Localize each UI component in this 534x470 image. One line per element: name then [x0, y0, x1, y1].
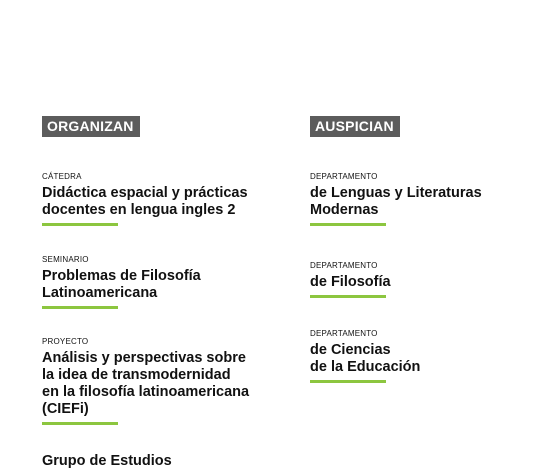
organizan-column [42, 116, 292, 469]
entry-kicker: CÁTEDRA [42, 172, 82, 181]
title-line: Análisis y perspectivas sobre [42, 350, 246, 366]
auspician-column [310, 116, 520, 375]
entry-kicker: DEPARTAMENTO [310, 329, 378, 338]
entry-title [42, 268, 201, 302]
entry-title [42, 185, 248, 219]
title-line: (CIEFi) [42, 401, 89, 417]
title-line: de Lenguas y Literaturas [310, 185, 482, 201]
title-line: Didáctica espacial y prácticas [42, 185, 248, 201]
title-line: docentes en lengua ingles 2 [42, 202, 236, 218]
accent-underline [42, 223, 118, 226]
entry-kicker: SEMINARIO [42, 255, 89, 264]
entry-kicker: PROYECTO [42, 337, 89, 346]
entry-kicker: DEPARTAMENTO [310, 261, 378, 270]
entry-grupo [42, 450, 172, 470]
entry-title [310, 342, 420, 376]
title-line: Modernas [310, 202, 379, 218]
entry-proyecto [42, 337, 249, 425]
entry-title [310, 185, 482, 219]
title-line: de la Educación [310, 359, 421, 375]
organizan-heading: ORGANIZAN [42, 116, 140, 137]
entry-title [42, 350, 249, 418]
title-line: de Filosofía [310, 274, 391, 290]
title-line: Latinoamericana [42, 285, 158, 301]
title-line: Problemas de Filosofía [42, 268, 201, 284]
entry-dep-lenguas [310, 172, 482, 226]
entry-dep-ciencias [310, 329, 420, 383]
accent-underline [310, 380, 386, 383]
accent-underline [310, 295, 386, 298]
entry-seminario [42, 255, 201, 309]
title-line: Grupo de Estudios [42, 453, 172, 469]
title-line: en la filosofía latinoamericana [42, 384, 250, 400]
entry-catedra [42, 172, 248, 226]
auspician-heading: AUSPICIAN [310, 116, 400, 137]
accent-underline [42, 422, 118, 425]
title-line: la idea de transmodernidad [42, 367, 231, 383]
title-line: de Ciencias [310, 342, 391, 358]
entry-title [310, 274, 391, 291]
accent-underline [42, 306, 118, 309]
entry-kicker: DEPARTAMENTO [310, 172, 378, 181]
entry-dep-filosofia [310, 261, 391, 298]
accent-underline [310, 223, 386, 226]
